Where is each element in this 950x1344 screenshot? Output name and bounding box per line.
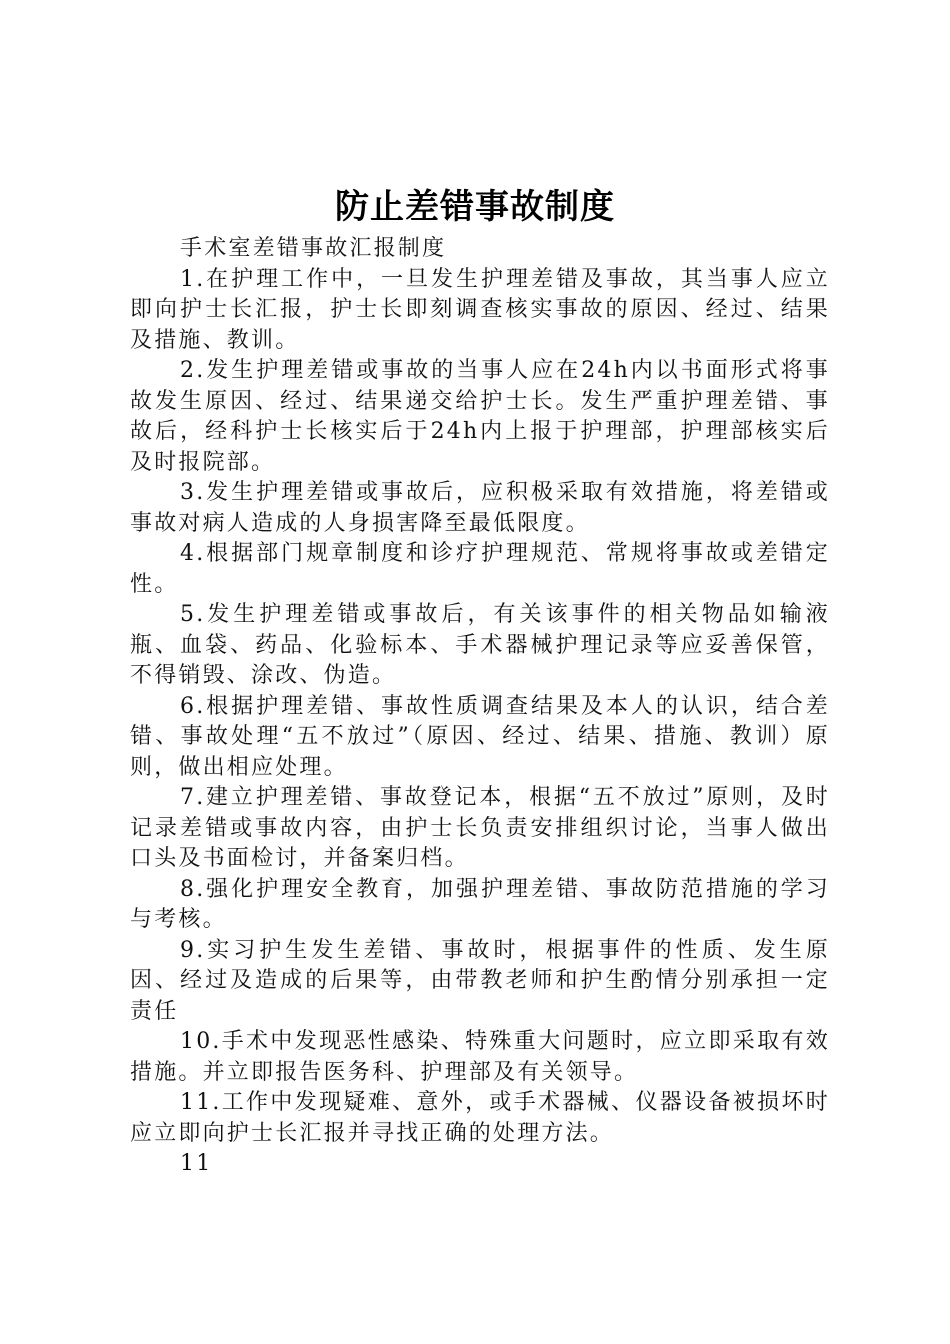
paragraph-2: 2.发生护理差错或事故的当事人应在24h内以书面形式将事故发生原因、经过、结果递交给护士长。发生严重护理差错、事故后，经科护士长核实后于24h内上报于护理部，护理部核实后及时报院部。 <box>130 358 830 475</box>
document-subtitle: 手术室差错事故汇报制度 <box>180 236 447 261</box>
document-title: 防止差错事故制度 <box>335 187 615 227</box>
paragraph-6: 6.根据护理差错、事故性质调查结果及本人的认识，结合差错、事故处理“五不放过”（原因、经过、结果、措施、教训）原则，做出相应处理。 <box>130 693 830 780</box>
paragraph-11: 11.工作中发现疑难、意外，或手术器械、仪器设备被损坏时应立即向护士长汇报并寻找正确的处理方法。 <box>130 1090 830 1146</box>
paragraph-8: 8.强化护理安全教育，加强护理差错、事故防范措施的学习与考核。 <box>130 876 830 932</box>
document-body <box>130 234 830 1180</box>
paragraph-1: 1.在护理工作中，一旦发生护理差错及事故，其当事人应立即向护士长汇报，护士长即刻调查核实事故的原因、经过、结果及措施、教训。 <box>130 266 830 353</box>
paragraph-7: 7.建立护理差错、事故登记本，根据“五不放过”原则，及时记录差错或事故内容，由护士长负责安排组织讨论，当事人做出口头及书面检讨，并备案归档。 <box>130 785 830 871</box>
paragraph-3: 3.发生护理差错或事故后，应积极采取有效措施，将差错或事故对病人造成的人身损害降至最低限度。 <box>130 480 830 536</box>
paragraph-9: 9.实习护生发生差错、事故时，根据事件的性质、发生原因、经过及造成的后果等，由带教老师和护生酌情分别承担一定责任 <box>130 937 830 1024</box>
paragraph-10: 10.手术中发现恶性感染、特殊重大问题时，应立即采取有效措施。并立即报告医务科、护理部及有关领导。 <box>130 1029 830 1085</box>
paragraph-12: 11 <box>180 1151 213 1176</box>
paragraph-4: 4.根据部门规章制度和诊疗护理规范、常规将事故或差错定性。 <box>130 541 830 597</box>
paragraph-5: 5.发生护理差错或事故后，有关该事件的相关物品如输液瓶、血袋、药品、化验标本、手术器械护理记录等应妥善保管，不得销毁、涂改、伪造。 <box>130 602 830 688</box>
